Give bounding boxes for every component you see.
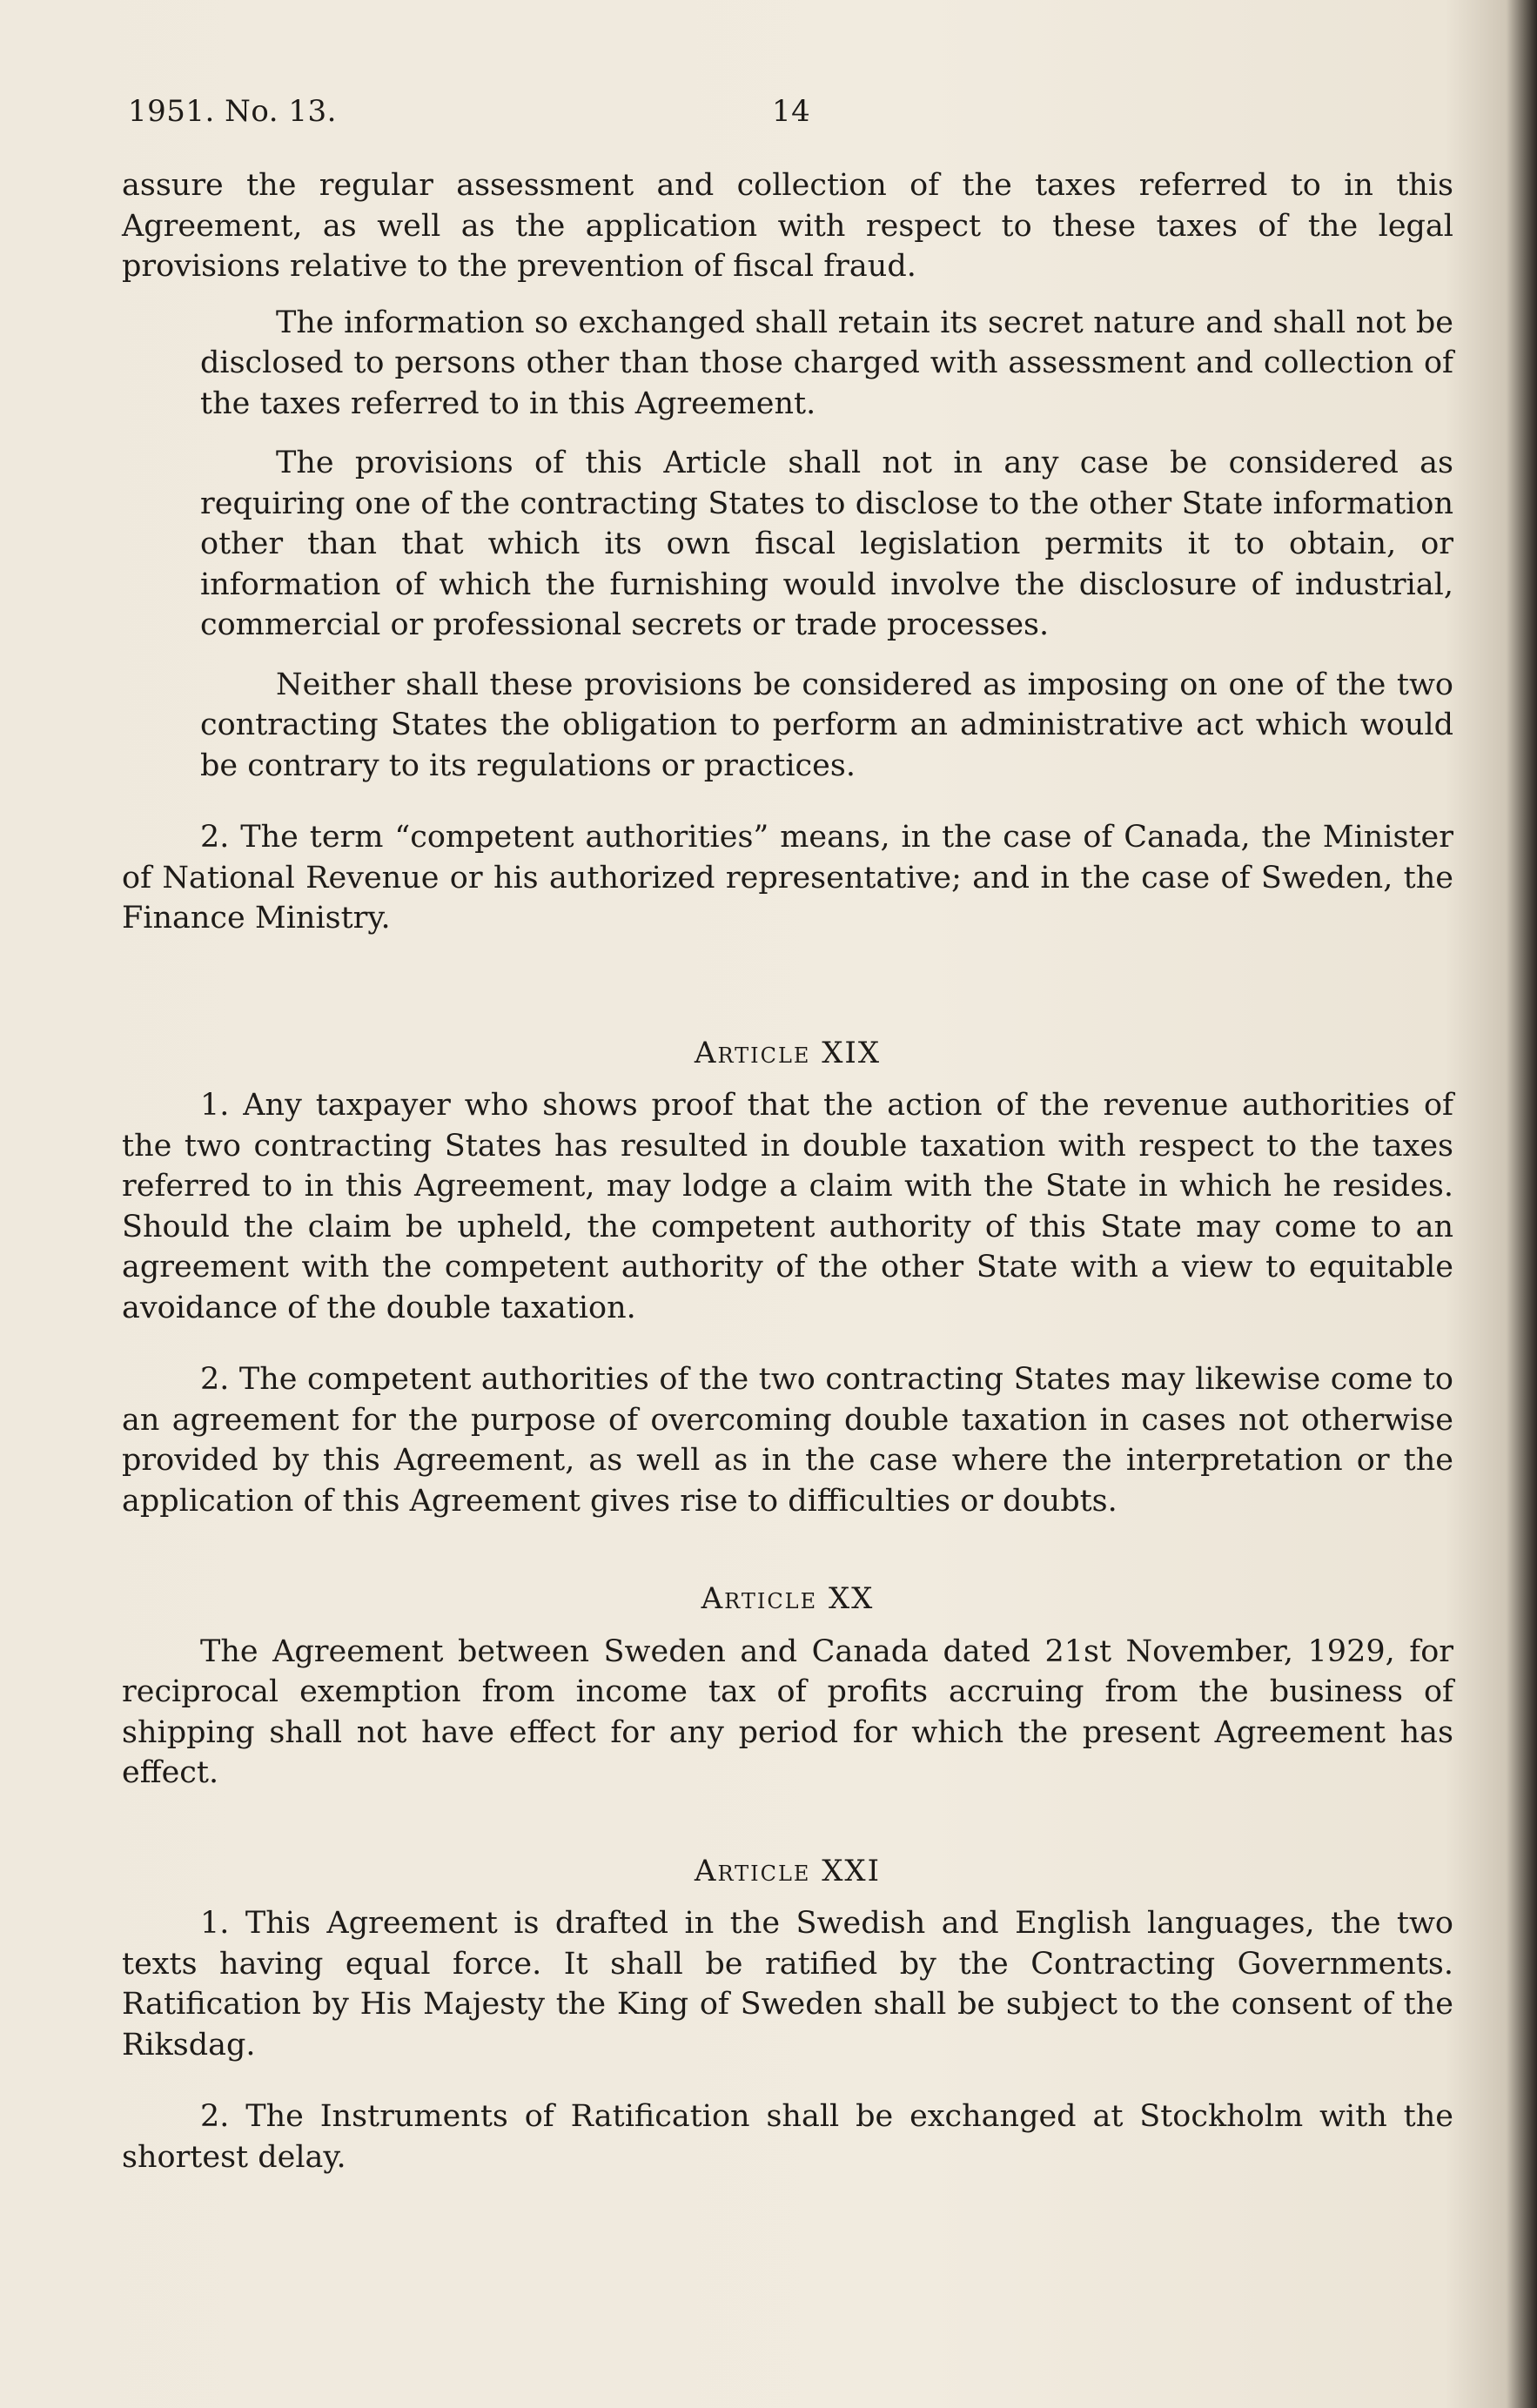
paragraph-administrative-act: Neither shall these provisions be considered as imposing on one of the two contracting States the obligation to perform an administrative act which would be contrary to its regulations or practices.: [200, 667, 1453, 783]
article-xix-paragraph-1: 1. Any taxpayer who shows proof that the action of the revenue authorities of the two contracting States has resulted in double taxation with respect to the taxes referred to in this Agreement, may lodge a claim with the State in which he resides. Should the claim be upheld, the competent authority of this State may come to an agreement with the competent authority of the other State with a view to equitable avoidance of the double taxation.: [122, 1088, 1453, 1325]
page-number: 14: [772, 94, 811, 129]
paragraph-secrecy: The information so exchanged shall retain its secret nature and shall not be disclosed to persons other than those charged with assessment and collection of the taxes referred to in this Agreement.: [200, 305, 1453, 421]
publication-number: 1951. No. 13.: [128, 94, 337, 129]
article-xx-heading: Article XX: [701, 1581, 875, 1616]
paragraph-disclosure-limits: The provisions of this Article shall not in any case be considered as requiring one of the contracting States to disclose to the other State information other than that which its own fiscal legislation permits it to obtain, or information of which the furnishing would involve the disclosure of industrial, commercial or professional secrets or trade processes.: [200, 446, 1453, 642]
document-body: [122, 165, 1453, 2177]
article-xx-paragraph-1: The Agreement between Sweden and Canada dated 21st November, 1929, for reciprocal exemption from income tax of profits accruing from the business of shipping shall not have effect for any period for which the present Agreement has effect.: [122, 1633, 1453, 1790]
article-xxi-paragraph-2: 2. The Instruments of Ratification shall be exchanged at Stockholm with the shortest delay.: [122, 2099, 1453, 2175]
article-xxi-paragraph-1: 1. This Agreement is drafted in the Swedish and English languages, the two texts having equal force. It shall be ratified by the Contracting Governments. Ratification by His Majesty the King of Sweden shall be subject to the consent of the Riksdag.: [122, 1906, 1453, 2063]
article-xix-paragraph-2: 2. The competent authorities of the two contracting States may likewise come to an agreement for the purpose of overcoming double taxation in cases not otherwise provided by this Agreement, as well as in the case where the interpretation or the application of this Agreement gives rise to difficulties or doubts.: [122, 1362, 1453, 1519]
paragraph-continuation: assure the regular assessment and collection of the taxes referred to in this Agreement, as well as the application with respect to these taxes of the legal provisions relative to the prevention of fiscal fraud.: [122, 168, 1453, 284]
paragraph-competent-authorities: 2. The term “competent authorities” means, in the case of Canada, the Minister of National Revenue or his authorized representative; and in the case of Sweden, the Finance Ministry.: [122, 820, 1453, 936]
article-xix-heading: Article XIX: [694, 1035, 882, 1070]
article-xxi-heading: Article XXI: [694, 1853, 882, 1888]
